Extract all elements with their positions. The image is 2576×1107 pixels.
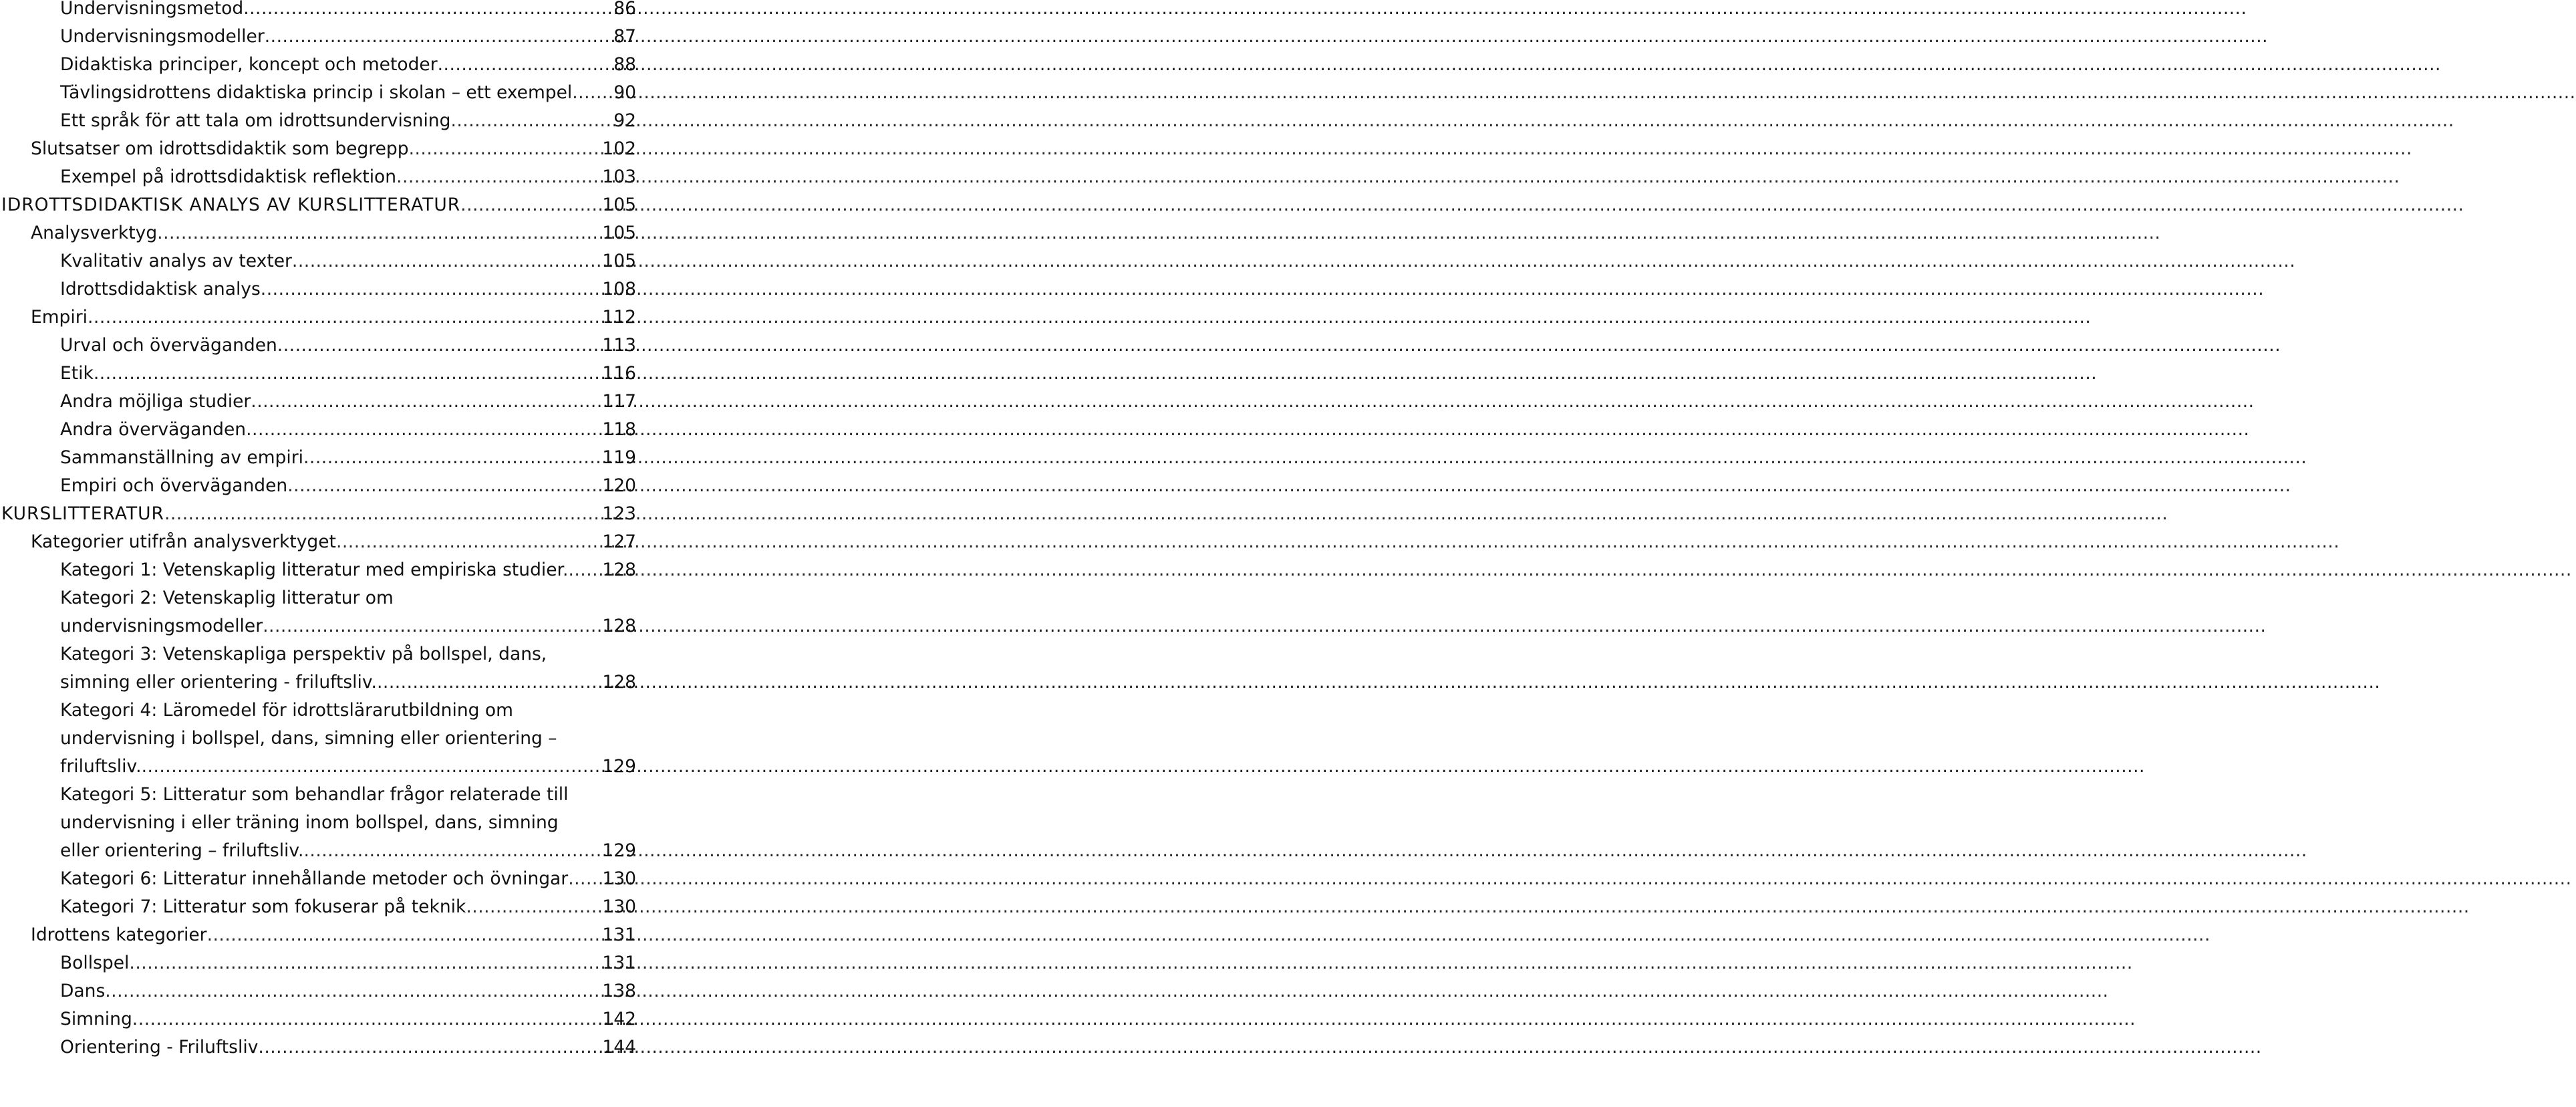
toc-leader-dots [258, 1036, 597, 1059]
toc-entry[interactable] [60, 559, 636, 582]
toc-entry-page: 102 [602, 138, 636, 159]
toc-entry-page: 131 [602, 925, 636, 945]
toc-entry-title: Ett språk för att tala om idrottsundervisning [60, 110, 451, 131]
toc-leader-dots [303, 840, 597, 862]
toc-leader-dots [450, 110, 608, 132]
toc-leader-dots [303, 447, 597, 469]
toc-entry[interactable] [60, 615, 636, 638]
toc-entry-title: Orientering - Friluftsliv [60, 1037, 259, 1058]
toc-entry-title: Dans [60, 981, 106, 1001]
toc-entry-page: 127 [602, 531, 636, 552]
table-of-contents [0, 0, 641, 1107]
toc-entry-page: 92 [613, 110, 636, 131]
toc-leader-dots [88, 306, 597, 329]
toc-leader-dots [460, 194, 597, 217]
toc-entry-page: 144 [602, 1037, 636, 1058]
toc-entry[interactable] [60, 896, 636, 918]
toc-entry[interactable] [60, 362, 636, 385]
toc-entry-title: Didaktiska principer, koncept och metoder [60, 54, 438, 75]
toc-entry[interactable] [60, 475, 636, 497]
toc-entry[interactable] [60, 952, 636, 975]
toc-entry-title: Undervisningsmodeller [60, 26, 265, 47]
toc-entry[interactable] [60, 447, 636, 469]
toc-chapter-entry[interactable] [1, 194, 636, 217]
toc-entry[interactable] [60, 840, 636, 862]
toc-entry[interactable] [60, 25, 636, 48]
toc-entry-title: Exempel på idrottsdidaktisk reflektion [60, 166, 397, 187]
toc-entry-page: 120 [602, 475, 636, 496]
toc-entry[interactable] [60, 166, 636, 189]
toc-entry-title: Idrottens kategorier [31, 925, 207, 945]
toc-entry-title: undervisningsmodeller [60, 616, 263, 636]
toc-entry[interactable] [60, 278, 636, 301]
toc-entry[interactable] [31, 531, 636, 554]
toc-entry[interactable] [31, 222, 636, 245]
toc-entry-title: Simning [60, 1009, 132, 1029]
toc-entry-title: IDROTTSDIDAKTISK ANALYS AV KURSLITTERATUR [1, 195, 461, 215]
toc-entry[interactable] [31, 924, 636, 947]
toc-entry-title: eller orientering – friluftsliv. [60, 840, 304, 861]
toc-entry[interactable] [60, 755, 636, 778]
toc-entry[interactable] [60, 1036, 636, 1059]
toc-entry-title: Kvalitativ analys av texter [60, 251, 292, 271]
toc-entry-page: 105 [602, 195, 636, 215]
toc-entry-page: 87 [613, 26, 636, 47]
toc-entry[interactable] [31, 138, 636, 160]
toc-entry-title: KURSLITTERATUR [1, 503, 164, 524]
toc-entry-title: Andra överväganden [60, 419, 247, 440]
toc-entry-page: 138 [602, 981, 636, 1001]
toc-entry-title-line: Kategori 2: Vetenskaplig litteratur om [60, 588, 394, 608]
toc-chapter-entry[interactable] [1, 503, 636, 525]
toc-entry-title: Kategorier utifrån analysverktyget [31, 531, 336, 552]
toc-entry[interactable] [60, 334, 636, 357]
toc-entry[interactable] [60, 980, 636, 1003]
toc-entry[interactable] [60, 1008, 636, 1031]
toc-leader-dots [568, 868, 597, 890]
toc-entry-title: Kategori 6: Litteratur innehållande metoder och övningar [60, 868, 569, 889]
toc-entry-page: 105 [602, 251, 636, 271]
toc-entry-page: 129 [602, 756, 636, 777]
toc-leader-dots [251, 390, 597, 413]
toc-entry[interactable] [31, 306, 636, 329]
toc-leader-dots [263, 615, 597, 638]
toc-entry-title-line: Kategori 4: Läromedel för idrottslärarutbildning om [60, 700, 513, 721]
toc-entry-page: 131 [602, 953, 636, 973]
toc-leader-dots [243, 0, 608, 20]
toc-entry-title: Slutsatser om idrottsdidaktik som begrepp [31, 138, 409, 159]
toc-entry-title-line: undervisning i eller träning inom bollspel, dans, simning [60, 812, 559, 833]
toc-leader-dots [438, 53, 609, 76]
toc-entry[interactable] [60, 110, 636, 132]
toc-leader-dots [129, 952, 597, 975]
toc-leader-dots [246, 418, 597, 441]
toc-entry-title: Etik [60, 363, 94, 384]
toc-entry-title: friluftsliv. [60, 756, 142, 777]
toc-entry[interactable] [60, 418, 636, 441]
toc-leader-dots [396, 166, 597, 189]
toc-entry-page: 88 [613, 54, 636, 75]
toc-entry-page: 142 [602, 1009, 636, 1029]
toc-leader-dots [572, 82, 608, 104]
toc-entry-page: 118 [602, 419, 636, 440]
toc-entry[interactable] [60, 671, 636, 694]
toc-entry-page: 117 [602, 391, 636, 412]
toc-entry-page: 116 [602, 363, 636, 384]
toc-entry-title: Undervisningsmetod [60, 0, 244, 19]
toc-entry-page: 103 [602, 166, 636, 187]
toc-entry-title: Kategori 7: Litteratur som fokuserar på teknik [60, 896, 466, 917]
toc-entry[interactable] [60, 250, 636, 273]
toc-entry-title-line: Kategori 3: Vetenskapliga perspektiv på bollspel, dans, [60, 644, 547, 664]
toc-entry[interactable] [60, 53, 636, 76]
toc-entry-title-line: Kategori 5: Litteratur som behandlar frågor relaterade till [60, 784, 569, 805]
toc-leader-dots [207, 924, 597, 947]
toc-leader-dots [132, 1008, 597, 1031]
toc-leader-dots [409, 138, 597, 160]
toc-entry-page: 105 [602, 223, 636, 243]
toc-leader-dots [377, 671, 597, 694]
toc-entry-page: 123 [602, 503, 636, 524]
toc-entry-page: 128 [602, 616, 636, 636]
toc-leader-dots [287, 475, 597, 497]
toc-entry-page: 128 [602, 672, 636, 693]
toc-entry-title: Tävlingsidrottens didaktiska princip i skolan – ett exempel [60, 82, 573, 103]
toc-entry-title: Empiri [31, 307, 88, 328]
toc-leader-dots [265, 25, 609, 48]
toc-entry-page: 129 [602, 840, 636, 861]
toc-leader-dots [157, 222, 597, 245]
toc-entry-title: Urval och överväganden [60, 335, 277, 356]
toc-leader-dots [292, 250, 597, 273]
toc-leader-dots [164, 503, 597, 525]
toc-entry[interactable] [60, 390, 636, 413]
toc-entry-title: Empiri och överväganden [60, 475, 288, 496]
toc-entry-title-line: undervisning i bollspel, dans, simning eller orientering – [60, 728, 557, 749]
toc-entry-page: 108 [602, 279, 636, 299]
toc-entry-title: Andra möjliga studier [60, 391, 251, 412]
toc-entry[interactable] [60, 0, 636, 20]
toc-entry[interactable] [60, 82, 636, 104]
toc-entry-page: 119 [602, 447, 636, 468]
toc-entry-page: 86 [613, 0, 636, 19]
toc-entry-title: Idrottsdidaktisk analys [60, 279, 261, 299]
toc-entry-title: Sammanställning av empiri [60, 447, 303, 468]
toc-entry-page: 130 [602, 868, 636, 889]
toc-entry-page: 90 [613, 82, 636, 103]
toc-entry-title: Kategori 1: Vetenskaplig litteratur med empiriska studier. [60, 560, 569, 580]
toc-leader-dots [261, 278, 597, 301]
toc-leader-dots [568, 559, 597, 582]
toc-entry-page: 113 [602, 335, 636, 356]
toc-leader-dots [94, 362, 597, 385]
toc-leader-dots [277, 334, 597, 357]
toc-entry-title: Bollspel [60, 953, 130, 973]
toc-leader-dots [142, 755, 597, 778]
toc-entry-page: 128 [602, 560, 636, 580]
toc-leader-dots [105, 980, 597, 1003]
toc-leader-dots [466, 896, 597, 918]
toc-entry[interactable] [60, 868, 636, 890]
toc-entry-title: Analysverktyg [31, 223, 158, 243]
toc-leader-dots [336, 531, 597, 554]
toc-entry-title: simning eller orientering - friluftsliv. [60, 672, 377, 693]
toc-entry-page: 130 [602, 896, 636, 917]
toc-entry-page: 112 [602, 307, 636, 328]
